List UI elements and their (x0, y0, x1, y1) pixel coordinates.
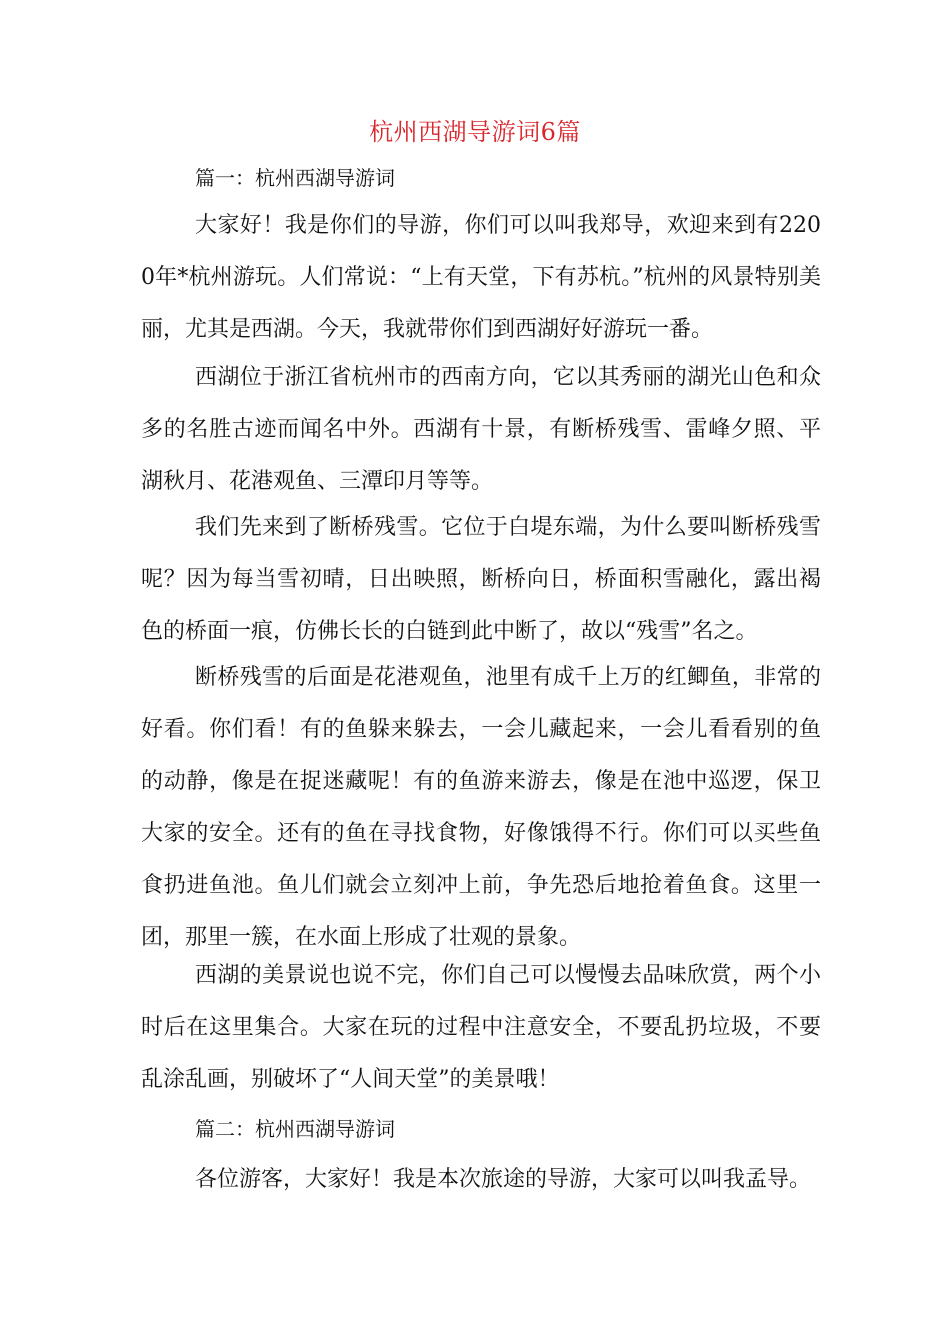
paragraph: 西湖位于浙江省杭州市的西南方向，它以其秀丽的湖光山色和众多的名胜古迹而闻名中外。西湖有十景，有断桥残雪、雷峰夕照、平湖秋月、花港观鱼、三潭印月等等。 (141, 365, 821, 494)
paragraph: 大家好！我是你们的导游，你们可以叫我郑导，欢迎来到有2200年*杭州游玩。人们常说：“上有天堂，下有苏杭。”杭州的风景特别美丽，尤其是西湖。今天，我就带你们到西湖好好游玩一番。 (141, 213, 821, 342)
section-heading-2: 篇二：杭州西湖导游词 (195, 1117, 395, 1141)
paragraph: 我们先来到了断桥残雪。它位于白堤东端，为什么要叫断桥残雪呢？因为每当雪初晴，日出映照，断桥向日，桥面积雪融化，露出褐色的桥面一痕，仿佛长长的白链到此中断了，故以“残雪”名之。 (141, 515, 821, 644)
section-heading-1: 篇一：杭州西湖导游词 (195, 166, 395, 190)
paragraph: 断桥残雪的后面是花港观鱼，池里有成千上万的红鲫鱼，非常的好看。你们看！有的鱼躲来躲去，一会儿藏起来，一会儿看看别的鱼的动静，像是在捉迷藏呢！有的鱼游来游去，像是在池中巡逻，保卫大家的安全。还有的鱼在寻找食物，好像饿得不行。你们可以买些鱼食扔进鱼池。鱼儿们就会立刻冲上前，争先恐后地抢着鱼食。这里一团，那里一簇，在水面上形成了壮观的景象。 (141, 665, 821, 950)
document-title: 杭州西湖导游词6篇 (369, 118, 581, 146)
paragraph: 西湖的美景说也说不完，你们自己可以慢慢去品味欣赏，两个小时后在这里集合。大家在玩的过程中注意安全，不要乱扔垃圾，不要乱涂乱画，别破坏了“人间天堂”的美景哦！ (141, 963, 821, 1092)
paragraph: 各位游客，大家好！我是本次旅途的导游，大家可以叫我孟导。 (195, 1167, 812, 1192)
